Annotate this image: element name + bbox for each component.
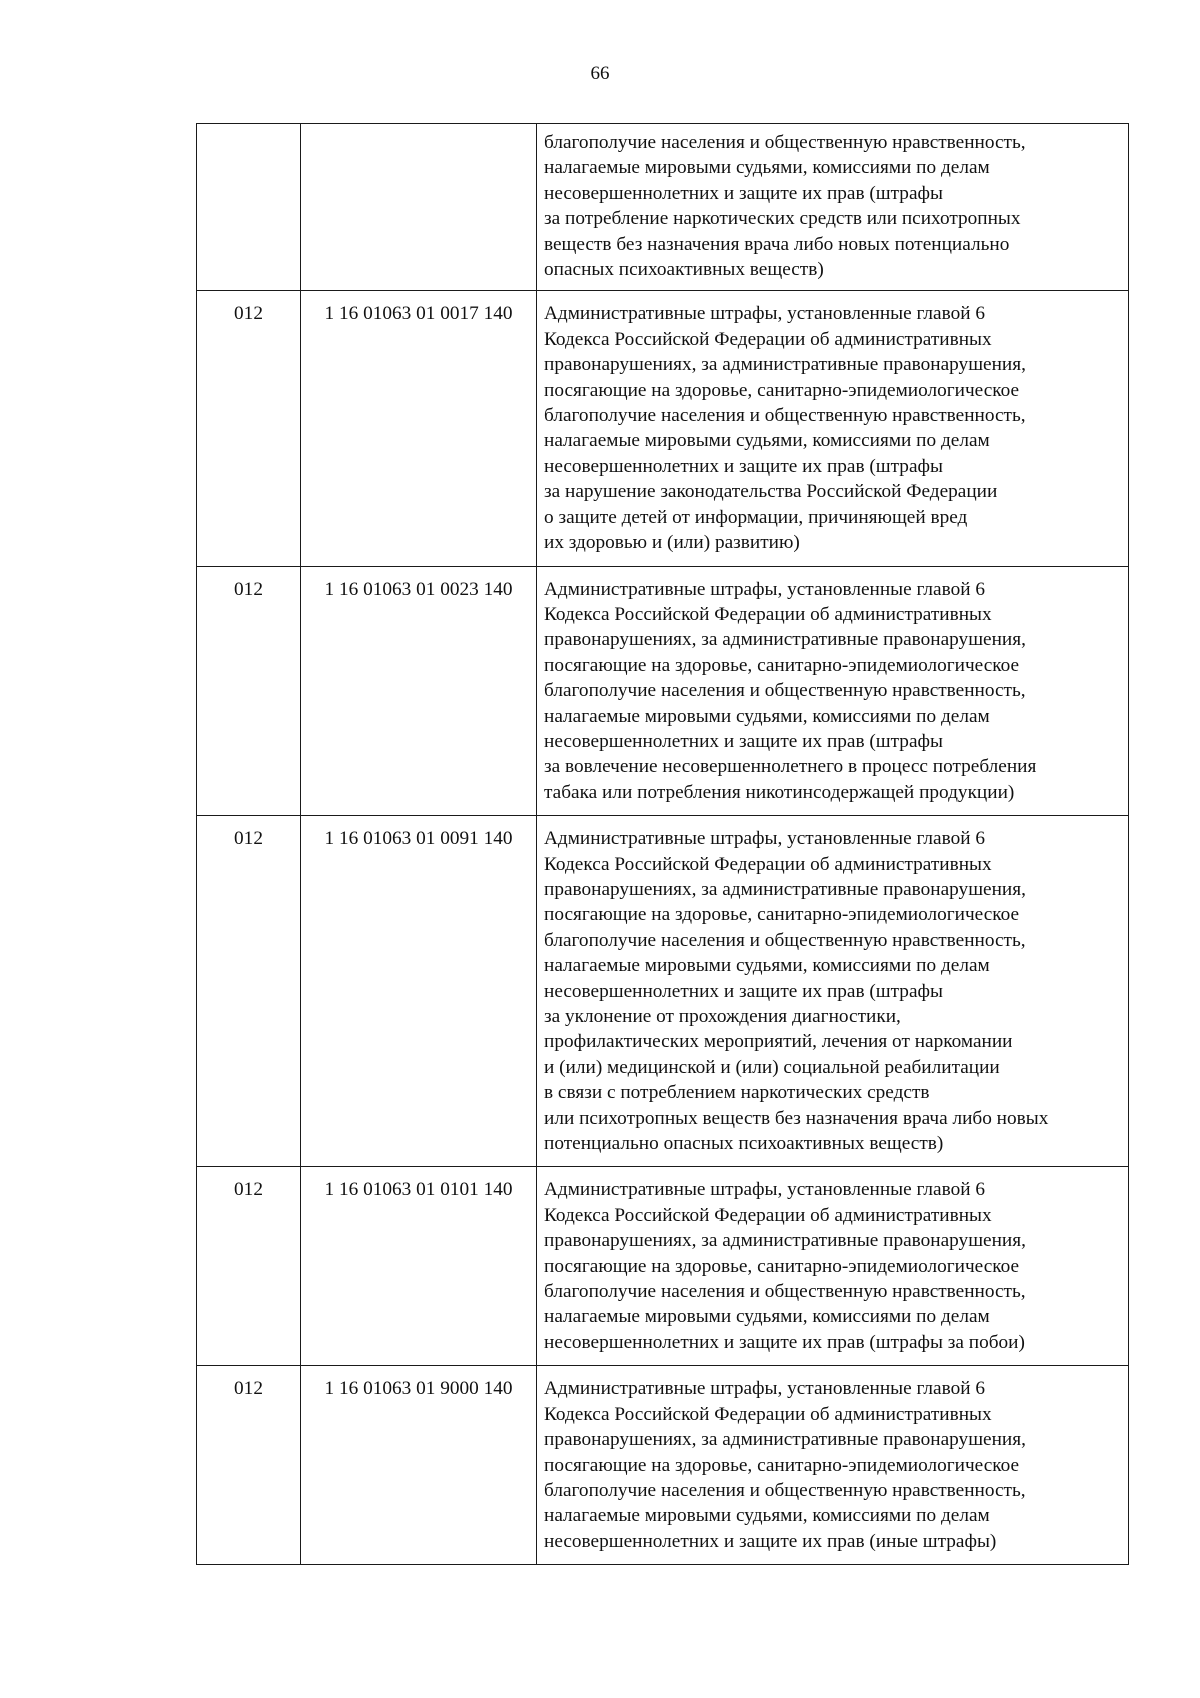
description-line: правонарушениях, за административные правонарушения, — [544, 878, 1026, 900]
budget-code-cell: 1 16 01063 01 0101 140 — [301, 1167, 537, 1366]
description-line: правонарушениях, за административные правонарушения, — [544, 629, 1026, 651]
budget-code-cell: 1 16 01063 01 9000 140 — [301, 1366, 537, 1565]
description-line: Кодекса Российской Федерации об административных — [544, 1204, 992, 1226]
description-line: несовершеннолетних и защите их прав (штрафы — [544, 980, 943, 1002]
page-number: 66 — [590, 63, 610, 84]
budget-code-cell: 1 16 01063 01 0017 140 — [301, 291, 537, 566]
table-row — [197, 816, 1129, 1167]
description-line: посягающие на здоровье, санитарно-эпидемиологическое — [544, 904, 1020, 926]
description-line: их здоровью и (или) развитию) — [544, 532, 800, 554]
description-line: Кодекса Российской Федерации об административных — [544, 603, 992, 625]
description-line: профилактических мероприятий, лечения от наркомании — [544, 1031, 1013, 1053]
description-line: несовершеннолетних и защите их прав (штрафы за побои) — [544, 1331, 1025, 1353]
description-cell — [537, 291, 1129, 566]
description-line: правонарушениях, за административные правонарушения, — [544, 1230, 1026, 1252]
budget-code-cell — [301, 124, 537, 291]
description-line: Административные штрафы, установленные главой 6 — [544, 303, 985, 325]
table-row — [197, 566, 1129, 816]
description-line: налагаемые мировыми судьями, комиссиями по делам — [544, 157, 990, 179]
description-line: в связи с потреблением наркотических средств — [544, 1082, 930, 1104]
description-line: о защите детей от информации, причиняющей вред — [544, 506, 968, 528]
description-line: Административные штрафы, установленные главой 6 — [544, 828, 985, 850]
budget-codes-table — [196, 123, 1129, 1565]
table-row — [197, 1167, 1129, 1366]
description-line: Кодекса Российской Федерации об административных — [544, 1403, 992, 1425]
description-line: Административные штрафы, установленные главой 6 — [544, 1378, 985, 1400]
description-line: налагаемые мировыми судьями, комиссиями по делам — [544, 1306, 990, 1328]
description-line: посягающие на здоровье, санитарно-эпидемиологическое — [544, 1454, 1020, 1476]
table-row — [197, 1366, 1129, 1565]
description-line: за нарушение законодательства Российской Федерации — [544, 481, 998, 503]
description-line: благополучие населения и общественную нравственность, — [544, 1479, 1026, 1501]
description-line: посягающие на здоровье, санитарно-эпидемиологическое — [544, 379, 1020, 401]
description-line: Кодекса Российской Федерации об административных — [544, 328, 992, 350]
admin-code-cell: 012 — [197, 1366, 301, 1565]
description-line: благополучие населения и общественную нравственность, — [544, 132, 1026, 153]
description-line: посягающие на здоровье, санитарно-эпидемиологическое — [544, 654, 1020, 676]
description-line: за вовлечение несовершеннолетнего в процесс потребления — [544, 756, 1037, 778]
description-line: правонарушениях, за административные правонарушения, — [544, 1429, 1026, 1451]
admin-code-cell: 012 — [197, 1167, 301, 1366]
description-line: несовершеннолетних и защите их прав (штрафы — [544, 182, 943, 204]
description-line: опасных психоактивных веществ) — [544, 259, 824, 281]
description-line: за потребление наркотических средств или психотропных — [544, 208, 1021, 230]
description-line: благополучие населения и общественную нравственность, — [544, 405, 1026, 427]
description-line: благополучие населения и общественную нравственность, — [544, 929, 1026, 951]
table-row — [197, 124, 1129, 291]
description-line: налагаемые мировыми судьями, комиссиями по делам — [544, 705, 990, 727]
description-line: несовершеннолетних и защите их прав (иные штрафы) — [544, 1530, 997, 1552]
description-line: Кодекса Российской Федерации об административных — [544, 853, 992, 875]
description-line: Административные штрафы, установленные главой 6 — [544, 1179, 985, 1201]
description-line: налагаемые мировыми судьями, комиссиями по делам — [544, 430, 990, 452]
description-line: потенциально опасных психоактивных веществ) — [544, 1133, 944, 1155]
description-cell — [537, 1366, 1129, 1565]
description-line: благополучие населения и общественную нравственность, — [544, 1281, 1026, 1303]
description-cell — [537, 816, 1129, 1167]
budget-code-cell: 1 16 01063 01 0023 140 — [301, 566, 537, 816]
admin-code-cell: 012 — [197, 291, 301, 566]
description-line: посягающие на здоровье, санитарно-эпидемиологическое — [544, 1255, 1020, 1277]
description-line: за уклонение от прохождения диагностики, — [544, 1006, 901, 1027]
description-cell — [537, 1167, 1129, 1366]
admin-code-cell — [197, 124, 301, 291]
description-cell — [537, 124, 1129, 291]
description-line: несовершеннолетних и защите их прав (штрафы — [544, 730, 943, 752]
description-cell — [537, 566, 1129, 816]
admin-code-cell: 012 — [197, 816, 301, 1167]
description-line: благополучие населения и общественную нравственность, — [544, 680, 1026, 702]
description-line: или психотропных веществ без назначения врача либо новых — [544, 1107, 1049, 1129]
description-line: налагаемые мировыми судьями, комиссиями по делам — [544, 1505, 990, 1527]
description-line: и (или) медицинской и (или) социальной реабилитации — [544, 1056, 1000, 1078]
table-row — [197, 291, 1129, 566]
description-line: налагаемые мировыми судьями, комиссиями по делам — [544, 955, 990, 977]
admin-code-cell: 012 — [197, 566, 301, 816]
description-line: правонарушениях, за административные правонарушения, — [544, 354, 1026, 376]
description-line: табака или потребления никотинсодержащей продукции) — [544, 781, 1015, 803]
table-body — [197, 124, 1129, 1565]
description-line: Административные штрафы, установленные главой 6 — [544, 578, 985, 600]
description-line: несовершеннолетних и защите их прав (штрафы — [544, 455, 943, 477]
budget-code-cell: 1 16 01063 01 0091 140 — [301, 816, 537, 1167]
description-line: веществ без назначения врача либо новых потенциально — [544, 233, 1010, 255]
